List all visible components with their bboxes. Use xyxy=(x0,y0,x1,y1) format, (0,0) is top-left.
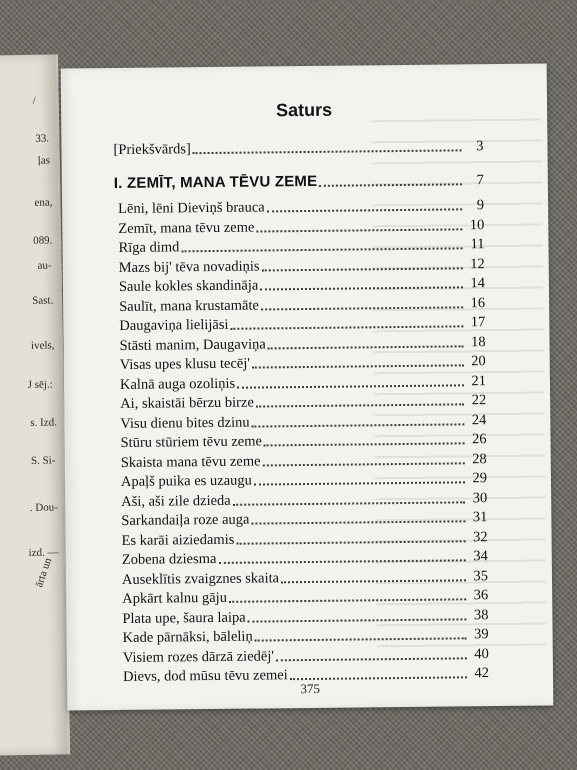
toc-entry xyxy=(118,235,484,257)
leader-dots xyxy=(264,441,465,446)
leader-dots xyxy=(181,246,462,252)
toc-entry xyxy=(119,255,485,277)
leader-dots xyxy=(263,461,465,466)
toc-entry xyxy=(120,411,486,433)
toc-entry xyxy=(122,528,488,550)
toc-page: 29 xyxy=(472,470,488,487)
toc-page: 21 xyxy=(471,372,487,389)
leader-dots xyxy=(261,305,463,310)
toc-page: 3 xyxy=(476,138,484,155)
toc-page: 38 xyxy=(473,606,489,623)
leader-dots xyxy=(193,148,462,154)
left-page-text: s. Izd. xyxy=(30,416,57,429)
left-page xyxy=(0,54,70,755)
leader-dots xyxy=(260,285,463,290)
left-page-text: au- xyxy=(37,259,52,272)
leader-dots xyxy=(233,500,466,505)
toc-entry xyxy=(122,567,488,589)
left-page-text: ļas xyxy=(37,154,51,167)
toc-row-section xyxy=(114,171,484,193)
leader-dots xyxy=(252,363,464,368)
toc-entry xyxy=(120,372,486,394)
left-page-text: S. Si- xyxy=(30,454,56,467)
toc-label: Mazs bij' tēva novadiņis xyxy=(118,257,260,276)
toc-row-foreword xyxy=(113,137,483,159)
toc-label: Kalnā auga ozoliņis xyxy=(119,375,236,393)
left-page-text: ena, xyxy=(34,196,53,209)
leader-dots xyxy=(256,402,464,407)
toc-page: 17 xyxy=(470,314,486,331)
toc-entry xyxy=(121,450,487,472)
leader-dots xyxy=(319,182,462,186)
page-number: 375 xyxy=(300,680,320,697)
leader-dots xyxy=(276,656,467,661)
toc-entry xyxy=(120,391,486,413)
toc-label: Skaista mana tēvu zeme xyxy=(120,452,261,471)
left-page-text: ivels, xyxy=(30,339,55,352)
toc-page: 35 xyxy=(473,567,489,584)
toc-page: 12 xyxy=(470,255,485,272)
toc-page: 22 xyxy=(471,392,487,409)
toc-page: 7 xyxy=(476,172,484,189)
leader-dots xyxy=(229,597,466,602)
toc-entry xyxy=(119,274,485,296)
toc-page: 9 xyxy=(476,197,485,214)
leader-dots xyxy=(252,422,465,427)
leader-dots xyxy=(236,539,465,544)
toc-label: Auseklītis zvaigznes skaita xyxy=(121,569,280,588)
toc-entry xyxy=(121,469,487,491)
leader-dots xyxy=(254,480,465,485)
leader-dots xyxy=(237,383,464,388)
leader-dots xyxy=(248,617,467,622)
toc-entry xyxy=(123,645,489,667)
leader-dots xyxy=(262,266,463,271)
toc-page: 16 xyxy=(470,294,486,311)
left-page-text: izd. — xyxy=(28,546,59,559)
toc-entry xyxy=(120,430,486,452)
toc-page: 39 xyxy=(474,626,489,643)
toc-label: Stāsti manim, Daugaviņa xyxy=(119,335,266,354)
toc-label: Plata upe, šaura laipa xyxy=(122,609,246,627)
toc-entry xyxy=(122,586,488,608)
toc-label: Zemīt, mana tēvu zeme xyxy=(118,219,255,237)
left-page-text: 089. xyxy=(33,234,53,247)
toc-label: Sarkandaiļa roze auga xyxy=(121,511,250,529)
left-page-text: J sēj.: xyxy=(27,378,53,391)
toc-page: 14 xyxy=(470,275,486,292)
toc-entry xyxy=(119,333,485,355)
leader-dots xyxy=(281,578,466,583)
toc-title: Saturs xyxy=(275,99,333,121)
left-page-text: / xyxy=(32,94,36,107)
left-page-text: 33. xyxy=(35,132,50,145)
toc-entry xyxy=(122,606,488,628)
toc-page: 26 xyxy=(471,431,487,448)
leader-dots xyxy=(255,636,467,641)
toc-label: Dievs, dod mūsu tēvu zemei xyxy=(122,667,288,685)
left-page-text: . Dou- xyxy=(29,501,59,514)
leader-dots xyxy=(256,227,462,232)
toc-label: Stūru stūriem tēvu zeme xyxy=(120,433,262,451)
leader-dots xyxy=(218,558,465,564)
toc-entry xyxy=(118,216,484,238)
toc-entry xyxy=(121,489,487,511)
left-page-text: ārta un xyxy=(33,556,55,589)
toc-label: Saulīt, mana krustamāte xyxy=(119,296,259,315)
toc-page: 31 xyxy=(472,509,488,526)
leader-dots xyxy=(230,324,463,329)
toc-entry xyxy=(119,313,485,335)
toc-page: 10 xyxy=(469,216,485,233)
toc-label: Visiem rozes dārzā ziedēj' xyxy=(122,647,275,666)
leader-dots xyxy=(268,344,464,349)
toc-entry xyxy=(121,508,487,530)
toc-entry xyxy=(123,625,489,647)
toc-label: Visu dienu bites dzinu xyxy=(120,414,250,432)
toc-page: 24 xyxy=(471,411,487,428)
toc-entry xyxy=(119,294,485,316)
toc-label: Apkārt kalnu gāju xyxy=(122,589,227,607)
toc-label: Lēni, lēni Dieviņš brauca xyxy=(118,199,265,217)
toc-page: 30 xyxy=(472,489,488,506)
toc-label: Apaļš puika es uzaugu xyxy=(120,472,252,490)
toc-label: Zobena dziesma xyxy=(121,550,217,568)
leader-dots xyxy=(267,207,462,212)
toc-page: 42 xyxy=(474,665,490,682)
toc-label: Ai, skaistāi bērzu birze xyxy=(120,394,254,412)
toc-label: Aši, aši zile dzieda xyxy=(121,492,231,510)
toc-page: 40 xyxy=(474,645,489,662)
toc-label: [Priekšvārds] xyxy=(113,141,191,159)
toc-label: Saule kokles skandināja xyxy=(118,277,259,295)
toc-page: 11 xyxy=(470,236,485,253)
toc-page: 34 xyxy=(473,548,488,565)
toc-label: Kade pārnāksi, bāleliņ xyxy=(122,628,253,646)
toc-page: 32 xyxy=(472,528,488,545)
left-page-text: Sast. xyxy=(32,294,54,307)
toc-entry xyxy=(118,196,484,218)
toc-label: Daugaviņa lielijāsi xyxy=(119,316,229,334)
toc-entry xyxy=(122,547,488,569)
leader-dots xyxy=(251,519,465,524)
toc-label: Visas upes klusu tecēj' xyxy=(119,355,251,373)
book-page xyxy=(61,63,554,710)
toc-section-label: I. ZEMĪT, MANA TĒVU ZEME xyxy=(113,172,318,193)
toc-page: 20 xyxy=(471,353,486,370)
toc-page: 18 xyxy=(470,333,486,350)
toc-page: 36 xyxy=(473,587,489,604)
toc-label: Es karāi aiziedamis xyxy=(121,531,235,549)
toc-entry xyxy=(120,352,486,374)
toc-page: 28 xyxy=(472,450,487,467)
toc-label: Rīga dimd xyxy=(118,239,180,256)
